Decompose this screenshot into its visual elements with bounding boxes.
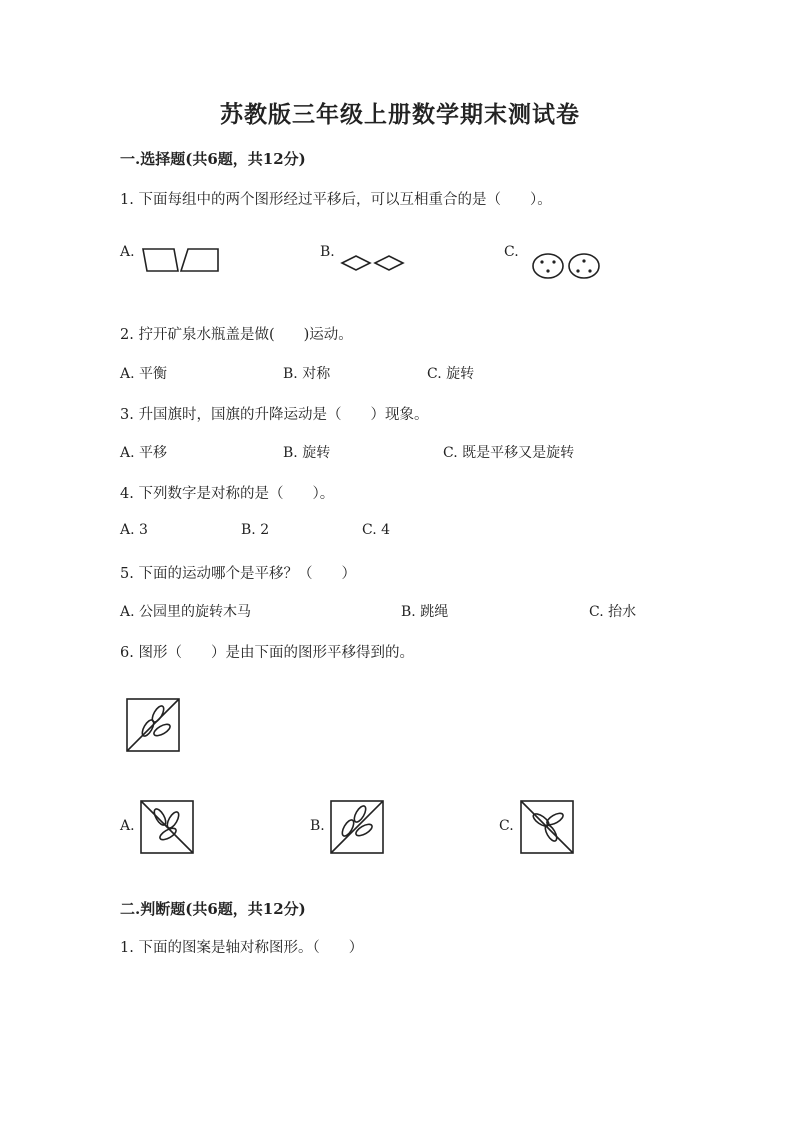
- q3-option-b[interactable]: B. 旋转: [283, 445, 331, 461]
- question-1-3: 3. 升国旗时，国旗的升降运动是（ ）现象。: [120, 407, 429, 423]
- q3-option-c[interactable]: C. 既是平移又是旋转: [443, 445, 575, 461]
- oval-shape: [533, 254, 563, 278]
- question-2-1: 1. 下面的图案是轴对称图形。（ ）: [120, 940, 364, 956]
- leaf-shape: [152, 807, 168, 827]
- leaf-shape: [352, 804, 368, 824]
- q1-option-c-label[interactable]: C.: [504, 244, 519, 260]
- q2-option-b[interactable]: B. 对称: [283, 366, 331, 382]
- question-1-1: 1. 下面每组中的两个图形经过平移后，可以互相重合的是（ ）。: [120, 192, 552, 208]
- q6-option-a-leaf-figure: [140, 800, 194, 854]
- q1-option-a-label[interactable]: A.: [120, 244, 135, 260]
- oval-shape: [569, 254, 599, 278]
- q6-option-c-label[interactable]: C.: [499, 818, 514, 834]
- q6-option-b-label[interactable]: B.: [310, 818, 325, 834]
- q2-option-a[interactable]: A. 平衡: [120, 366, 168, 382]
- q4-option-b[interactable]: B. 2: [241, 522, 270, 538]
- leaf-shape: [152, 722, 172, 738]
- q5-option-c[interactable]: C. 抬水: [589, 604, 637, 620]
- q6-option-a-label[interactable]: A.: [120, 818, 135, 834]
- diagonal-line: [521, 801, 573, 853]
- question-1-6: 6. 图形（ ）是由下面的图形平移得到的。: [120, 645, 414, 661]
- leaf-shape: [354, 822, 374, 838]
- q2-option-c[interactable]: C. 旋转: [427, 366, 475, 382]
- q1-option-c-ovals: [530, 252, 604, 282]
- q5-option-a[interactable]: A. 公园里的旋转木马: [120, 604, 252, 620]
- question-1-4: 4. 下列数字是对称的是（ ）。: [120, 486, 335, 502]
- q1-option-b-diamonds: [340, 254, 406, 274]
- q1-option-b-label[interactable]: B.: [320, 244, 335, 260]
- q6-option-b-leaf-figure: [330, 800, 384, 854]
- q4-option-c[interactable]: C. 4: [362, 522, 391, 538]
- parallelogram-shape: [143, 249, 178, 271]
- leaf-shape: [165, 810, 181, 830]
- q3-option-a[interactable]: A. 平移: [120, 445, 168, 461]
- trapezoid-shape: [181, 249, 218, 271]
- question-1-2: 2. 拧开矿泉水瓶盖是做( )运动。: [120, 327, 353, 343]
- question-1-5: 5. 下面的运动哪个是平移？（ ）: [120, 566, 356, 582]
- q6-option-c-leaf-figure: [520, 800, 574, 854]
- q1-option-a-parallelograms: [140, 246, 222, 276]
- diamond-shape: [375, 256, 403, 270]
- q6-reference-leaf-figure: [126, 698, 180, 752]
- leaf-shape: [543, 823, 559, 843]
- q4-option-a[interactable]: A. 3: [120, 522, 148, 538]
- section-1-heading: 一.选择题(共6题，共12分): [120, 150, 306, 168]
- section-2-heading: 二.判断题(共6题，共12分): [120, 900, 306, 918]
- diamond-shape: [342, 256, 370, 270]
- diagonal-line: [331, 801, 383, 853]
- page-title: 苏教版三年级上册数学期末测试卷: [220, 101, 580, 128]
- leaf-shape: [340, 818, 356, 838]
- q5-option-b[interactable]: B. 跳绳: [401, 604, 449, 620]
